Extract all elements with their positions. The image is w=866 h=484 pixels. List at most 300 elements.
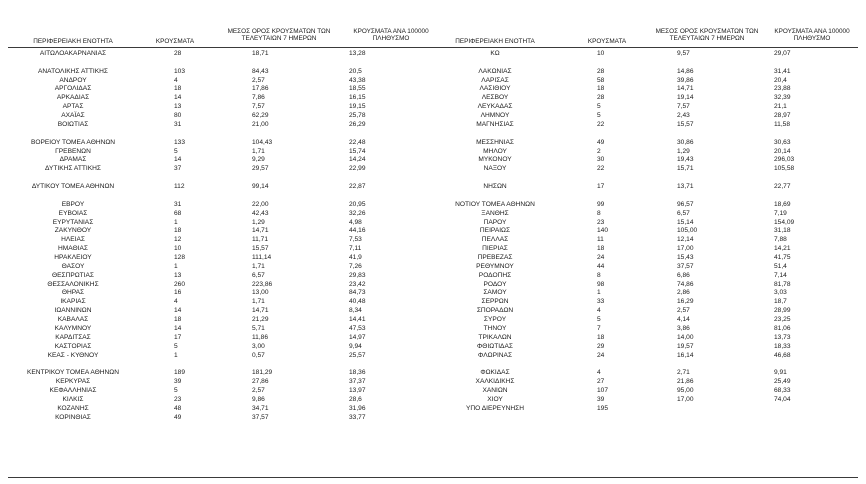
per100k-cell: 31,41 <box>774 67 791 75</box>
cases-cell: 99 <box>597 200 605 208</box>
cases-cell: 18 <box>597 245 605 253</box>
per100k-cell: 41,9 <box>349 254 362 261</box>
avg7-cell: 84,43 <box>252 67 269 75</box>
cases-cell: 5 <box>597 103 601 111</box>
cases-cell: 28 <box>597 94 605 102</box>
region-cell: ΚΙΛΚΙΣ <box>62 395 84 403</box>
per100k-cell: 18,55 <box>349 85 366 93</box>
cases-cell: 14 <box>174 94 182 102</box>
avg7-cell: 21,29 <box>252 316 269 324</box>
avg7-cell: 105,00 <box>677 227 698 235</box>
region-cell: ΦΘΙΩΤΙΔΑΣ <box>477 342 513 350</box>
avg7-cell: 2,57 <box>677 307 690 315</box>
cases-cell: 195 <box>597 404 609 412</box>
per100k-cell: 9,91 <box>774 369 787 377</box>
per100k-cell: 29,83 <box>349 271 366 279</box>
cases-cell: 14 <box>174 307 182 315</box>
cases-cell: 49 <box>597 138 605 146</box>
avg7-cell: 15,71 <box>677 165 694 173</box>
region-cell: ΑΙΤΩΛΟΑΚΑΡΝΑΝΙΑΣ <box>39 50 107 57</box>
cases-cell: 18 <box>597 333 605 341</box>
cases-cell: 10 <box>597 50 605 57</box>
per100k-cell: 13,97 <box>349 387 366 395</box>
avg7-cell: 9,29 <box>252 156 265 164</box>
per100k-cell: 20,5 <box>349 67 362 75</box>
avg7-cell: 21,00 <box>252 120 269 128</box>
region-cell: ΤΗΝΟΥ <box>483 324 507 332</box>
region-cell: ΜΕΣΣΗΝΙΑΣ <box>476 138 514 146</box>
avg7-cell: 18,71 <box>252 50 269 57</box>
avg7-cell: 37,57 <box>252 413 269 421</box>
per100k-cell: 13,73 <box>774 333 791 341</box>
header-per100k-right: ΚΡΟΥΣΜΑΤΑ ΑΝΑ 100000 ΠΛΗΘΥΣΜΟ <box>774 28 850 43</box>
region-cell: ΑΧΑΪΑΣ <box>61 112 85 120</box>
avg7-cell: 223,86 <box>252 280 273 288</box>
cases-cell: 16 <box>174 289 182 297</box>
region-cell: ΙΩΑΝΝΙΝΩΝ <box>54 307 92 315</box>
per100k-cell: 25,49 <box>774 378 791 386</box>
per100k-cell: 28,6 <box>349 395 362 403</box>
cases-cell: 24 <box>597 254 605 261</box>
region-cell: ΧΑΛΚΙΔΙΚΗΣ <box>475 378 515 386</box>
avg7-cell: 34,71 <box>252 404 269 412</box>
avg7-cell: 15,43 <box>677 254 694 261</box>
cases-cell: 5 <box>597 112 601 120</box>
region-cell: ΛΑΚΩΝΙΑΣ <box>478 67 512 75</box>
avg7-cell: 13,71 <box>677 183 694 191</box>
cases-cell: 133 <box>174 138 186 146</box>
region-cell: ΘΑΣΟΥ <box>61 262 85 270</box>
avg7-cell: 6,57 <box>677 209 690 217</box>
region-cell: ΘΕΣΣΑΛΟΝΙΚΗΣ <box>47 280 99 288</box>
cases-cell: 5 <box>174 342 178 350</box>
header-region-right: ΠΕΡΙΦΕΡΕΙΑΚΗ ΕΝΟΤΗΤΑ <box>455 38 535 45</box>
per100k-cell: 7,19 <box>774 209 787 217</box>
avg7-cell: 17,86 <box>252 85 269 93</box>
per100k-cell: 296,03 <box>774 156 795 164</box>
per100k-cell: 46,68 <box>774 351 791 359</box>
per100k-cell: 32,26 <box>349 209 366 217</box>
avg7-cell: 14,86 <box>677 67 694 75</box>
avg7-cell: 74,86 <box>677 280 694 288</box>
region-cell: ΕΥΡΥΤΑΝΙΑΣ <box>52 218 94 226</box>
avg7-cell: 14,71 <box>677 85 694 93</box>
avg7-cell: 6,86 <box>677 271 690 279</box>
cases-cell: 37 <box>174 165 182 173</box>
cases-cell: 1 <box>174 351 178 359</box>
region-cell: ΚΑΣΤΟΡΙΑΣ <box>54 342 92 350</box>
region-cell: ΚΕΝΤΡΙΚΟΥ ΤΟΜΕΑ ΑΘΗΝΩΝ <box>27 369 119 377</box>
per100k-cell: 22,99 <box>349 165 366 173</box>
per100k-cell: 40,48 <box>349 298 366 306</box>
per100k-cell: 31,96 <box>349 404 366 412</box>
region-cell: ΛΑΣΙΘΙΟΥ <box>479 85 511 93</box>
per100k-cell: 8,34 <box>349 307 362 315</box>
per100k-cell: 20,14 <box>774 147 791 155</box>
avg7-cell: 19,14 <box>677 94 694 102</box>
per100k-cell: 37,37 <box>349 378 366 386</box>
avg7-cell: 104,43 <box>252 138 273 146</box>
per100k-cell: 22,87 <box>349 183 366 191</box>
avg7-cell: 15,57 <box>677 120 694 128</box>
per100k-cell: 7,11 <box>349 245 362 253</box>
cases-cell: 13 <box>174 103 182 111</box>
region-cell: ΠΑΡΟΥ <box>483 218 507 226</box>
cases-cell: 68 <box>174 209 182 217</box>
region-cell: ΚΑΡΔΙΤΣΑΣ <box>55 333 91 341</box>
cases-cell: 28 <box>597 67 605 75</box>
cases-cell: 22 <box>597 120 605 128</box>
region-cell: ΕΒΡΟΥ <box>61 200 85 208</box>
per100k-cell: 30,63 <box>774 138 791 146</box>
avg7-cell: 7,86 <box>252 94 265 102</box>
per100k-cell: 25,57 <box>349 351 366 359</box>
region-cell: ΝΟΤΙΟΥ ΤΟΜΕΑ ΑΘΗΝΩΝ <box>455 200 535 208</box>
region-cell: ΑΝΔΡΟΥ <box>59 76 87 84</box>
avg7-cell: 99,14 <box>252 183 269 191</box>
region-cell: ΔΥΤΙΚΟΥ ΤΟΜΕΑ ΑΘΗΝΩΝ <box>31 183 115 191</box>
avg7-cell: 4,14 <box>677 316 690 324</box>
cases-cell: 11 <box>597 236 604 244</box>
per100k-cell: 13,28 <box>349 50 366 57</box>
avg7-cell: 30,86 <box>677 138 694 146</box>
region-cell: ΡΟΔΟΥ <box>483 280 507 288</box>
avg7-cell: 2,43 <box>677 112 690 120</box>
cases-cell: 58 <box>597 76 605 84</box>
cases-cell: 1 <box>174 218 178 226</box>
region-cell: ΣΑΜΟΥ <box>483 289 507 297</box>
per100k-cell: 20,4 <box>774 76 787 84</box>
per100k-cell: 32,39 <box>774 94 791 102</box>
region-cell: ΘΕΣΠΡΩΤΙΑΣ <box>51 271 95 279</box>
per100k-cell: 74,04 <box>774 395 791 403</box>
cases-cell: 4 <box>597 307 601 315</box>
per100k-cell: 51,4 <box>774 262 787 270</box>
per100k-cell: 18,7 <box>774 298 787 306</box>
avg7-cell: 2,71 <box>677 369 690 377</box>
region-cell: ΘΗΡΑΣ <box>61 289 85 297</box>
avg7-cell: 14,00 <box>677 333 694 341</box>
region-cell: ΓΡΕΒΕΝΩΝ <box>55 147 91 155</box>
per100k-cell: 23,88 <box>774 85 791 93</box>
cases-cell: 2 <box>597 147 601 155</box>
header-avg7-left: ΜΕΣΟΣ ΟΡΟΣ ΚΡΟΥΣΜΑΤΩΝ ΤΩΝ ΤΕΛΕΥΤΑΙΩΝ 7 ΗΜΕΡΩΝ <box>227 28 331 43</box>
cases-cell: 24 <box>597 351 605 359</box>
per100k-cell: 7,26 <box>349 262 362 270</box>
cases-cell: 4 <box>174 76 178 84</box>
avg7-cell: 21,86 <box>677 378 694 386</box>
region-cell: ΥΠΟ ΔΙΕΡΕΥΝΗΣΗ <box>466 404 524 412</box>
cases-cell: 33 <box>597 298 605 306</box>
region-cell: ΔΡΑΜΑΣ <box>59 156 87 164</box>
region-cell: ΚΕΡΚΥΡΑΣ <box>55 378 91 386</box>
per100k-cell: 21,1 <box>774 103 787 111</box>
cases-cell: 189 <box>174 369 186 377</box>
per100k-cell: 15,74 <box>349 147 366 155</box>
avg7-cell: 22,00 <box>252 200 269 208</box>
per100k-cell: 29,07 <box>774 50 791 57</box>
region-cell: ΛΕΣΒΟΥ <box>481 94 509 102</box>
per100k-cell: 28,99 <box>774 307 791 315</box>
region-cell: ΜΥΚΟΝΟΥ <box>478 156 512 164</box>
avg7-cell: 17,00 <box>677 245 694 253</box>
per100k-cell: 154,09 <box>774 218 795 226</box>
cases-cell: 18 <box>174 316 182 324</box>
avg7-cell: 1,29 <box>252 218 265 226</box>
avg7-cell: 11,71 <box>252 236 269 244</box>
avg7-cell: 1,71 <box>252 147 265 155</box>
avg7-cell: 0,57 <box>252 351 265 359</box>
cases-cell: 140 <box>597 227 609 235</box>
cases-cell: 39 <box>597 395 605 403</box>
cases-cell: 23 <box>174 395 182 403</box>
header-cases-right: ΚΡΟΥΣΜΑΤΑ <box>587 38 627 45</box>
region-cell: ΚΑΛΥΜΝΟΥ <box>54 324 92 332</box>
cases-cell: 18 <box>174 85 182 93</box>
region-cell: ΞΑΝΘΗΣ <box>481 209 509 217</box>
per100k-cell: 18,69 <box>774 200 791 208</box>
cases-cell: 18 <box>174 227 182 235</box>
region-cell: ΦΩΚΙΔΑΣ <box>480 369 510 377</box>
region-cell: ΝΗΣΩΝ <box>483 183 507 191</box>
cases-cell: 13 <box>174 271 182 279</box>
cases-cell: 5 <box>597 316 601 324</box>
per100k-cell: 84,73 <box>349 289 366 297</box>
avg7-cell: 96,57 <box>677 200 694 208</box>
per100k-cell: 11,58 <box>774 120 791 128</box>
per100k-cell: 44,16 <box>349 227 366 235</box>
cases-cell: 18 <box>597 85 605 93</box>
avg7-cell: 19,57 <box>677 342 694 350</box>
region-cell: ΚΟΡΙΝΘΙΑΣ <box>55 413 91 421</box>
region-cell: ΠΕΙΡΑΙΩΣ <box>479 227 511 235</box>
cases-cell: 107 <box>597 387 609 395</box>
per100k-cell: 14,21 <box>774 245 791 253</box>
cases-cell: 39 <box>174 378 182 386</box>
region-cell: ΡΟΔΟΠΗΣ <box>478 271 512 279</box>
cases-cell: 8 <box>597 209 601 217</box>
region-cell: ΑΡΚΑΔΙΑΣ <box>56 94 90 102</box>
avg7-cell: 12,14 <box>677 236 694 244</box>
region-cell: ΧΑΝΙΩΝ <box>482 387 508 395</box>
cases-cell: 31 <box>174 200 182 208</box>
per100k-cell: 18,33 <box>774 342 791 350</box>
region-cell: ΗΜΑΘΙΑΣ <box>58 245 88 253</box>
cases-cell: 260 <box>174 280 186 288</box>
per100k-cell: 68,33 <box>774 387 791 395</box>
per100k-cell: 47,53 <box>349 324 366 332</box>
avg7-cell: 29,57 <box>252 165 269 173</box>
avg7-cell: 2,57 <box>252 76 265 84</box>
avg7-cell: 6,57 <box>252 271 265 279</box>
cases-cell: 44 <box>597 262 605 270</box>
region-cell: ΛΗΜΝΟΥ <box>480 112 510 120</box>
avg7-cell: 39,86 <box>677 76 694 84</box>
cases-cell: 128 <box>174 254 186 261</box>
avg7-cell: 181,29 <box>252 369 273 377</box>
cases-cell: 28 <box>174 50 182 57</box>
avg7-cell: 19,43 <box>677 156 694 164</box>
per100k-cell: 14,97 <box>349 333 366 341</box>
avg7-cell: 3,86 <box>677 324 690 332</box>
region-cell: ΜΗΛΟΥ <box>483 147 507 155</box>
avg7-cell: 111,14 <box>252 254 272 261</box>
cases-cell: 103 <box>174 67 186 75</box>
avg7-cell: 7,57 <box>677 103 690 111</box>
cases-cell: 4 <box>174 298 178 306</box>
cases-cell: 80 <box>174 112 182 120</box>
region-cell: ΝΑΞΟΥ <box>483 165 507 173</box>
region-cell: ΛΕΥΚΑΔΑΣ <box>477 103 513 111</box>
avg7-cell: 1,29 <box>677 147 690 155</box>
cases-cell: 5 <box>174 387 178 395</box>
avg7-cell: 14,71 <box>252 307 269 315</box>
region-cell: ΚΕΑΣ - ΚΥΘΝΟΥ <box>47 351 99 359</box>
cases-cell: 27 <box>597 378 605 386</box>
per100k-cell: 4,98 <box>349 218 362 226</box>
region-cell: ΤΡΙΚΑΛΩΝ <box>478 333 512 341</box>
header-avg7-right: ΜΕΣΟΣ ΟΡΟΣ ΚΡΟΥΣΜΑΤΩΝ ΤΩΝ ΤΕΛΕΥΤΑΙΩΝ 7 ΗΜΕΡΩΝ <box>655 28 759 43</box>
region-cell: ΚΩ <box>490 50 500 57</box>
region-cell: ΦΛΩΡΙΝΑΣ <box>477 351 513 359</box>
avg7-cell: 11,86 <box>252 333 269 341</box>
cases-cell: 8 <box>597 271 601 279</box>
avg7-cell: 1,71 <box>252 262 265 270</box>
cases-cell: 112 <box>174 183 185 191</box>
avg7-cell: 7,57 <box>252 103 265 111</box>
cases-cell: 1 <box>174 262 178 270</box>
per100k-cell: 25,78 <box>349 112 366 120</box>
avg7-cell: 42,43 <box>252 209 269 217</box>
region-cell: ΠΕΛΛΑΣ <box>481 236 509 244</box>
cases-cell: 12 <box>174 236 182 244</box>
per100k-cell: 22,48 <box>349 138 366 146</box>
region-cell: ΠΙΕΡΙΑΣ <box>482 245 508 253</box>
per100k-cell: 105,58 <box>774 165 795 173</box>
avg7-cell: 15,57 <box>252 245 269 253</box>
cases-cell: 14 <box>174 156 182 164</box>
cases-cell: 31 <box>174 120 182 128</box>
per100k-cell: 31,18 <box>774 227 791 235</box>
cases-cell: 22 <box>597 165 605 173</box>
per100k-cell: 26,29 <box>349 120 366 128</box>
region-cell: ΚΟΖΑΝΗΣ <box>57 404 89 412</box>
per100k-cell: 81,78 <box>774 280 791 288</box>
avg7-cell: 9,86 <box>252 395 265 403</box>
region-cell: ΖΑΚΥΝΘΟΥ <box>54 227 92 235</box>
per100k-cell: 9,94 <box>349 342 362 350</box>
avg7-cell: 62,29 <box>252 112 269 120</box>
cases-cell: 1 <box>597 289 601 297</box>
region-cell: ΗΛΕΙΑΣ <box>61 236 85 244</box>
cases-cell: 29 <box>597 342 605 350</box>
avg7-cell: 16,29 <box>677 298 694 306</box>
per100k-cell: 19,15 <box>349 103 366 111</box>
region-cell: ΣΥΡΟΥ <box>483 316 507 324</box>
cases-cell: 7 <box>597 324 601 332</box>
header-cases-left: ΚΡΟΥΣΜΑΤΑ <box>155 38 195 45</box>
avg7-cell: 3,00 <box>252 342 265 350</box>
avg7-cell: 17,00 <box>677 395 694 403</box>
region-cell: ΣΕΡΡΩΝ <box>481 298 509 306</box>
per100k-cell: 28,97 <box>774 112 791 120</box>
region-cell: ΚΕΦΑΛΛΗΝΙΑΣ <box>49 387 97 395</box>
region-cell: ΒΟΙΩΤΙΑΣ <box>57 120 89 128</box>
avg7-cell: 2,86 <box>677 289 690 297</box>
cases-cell: 17 <box>597 183 605 191</box>
per100k-cell: 3,03 <box>774 289 787 297</box>
cases-cell: 48 <box>174 404 182 412</box>
avg7-cell: 2,57 <box>252 387 265 395</box>
region-cell: ΕΥΒΟΙΑΣ <box>58 209 88 217</box>
per100k-cell: 33,77 <box>349 413 366 421</box>
per100k-cell: 7,88 <box>774 236 787 244</box>
avg7-cell: 13,00 <box>252 289 269 297</box>
per100k-cell: 41,75 <box>774 254 791 261</box>
avg7-cell: 9,57 <box>677 50 690 57</box>
region-cell: ΣΠΟΡΑΔΩΝ <box>476 307 514 315</box>
avg7-cell: 95,00 <box>677 387 694 395</box>
cases-cell: 49 <box>174 413 182 421</box>
header-per100k-left: ΚΡΟΥΣΜΑΤΑ ΑΝΑ 100000 ΠΛΗΘΥΣΜΟ <box>353 28 429 43</box>
region-cell: ΔΥΤΙΚΗΣ ΑΤΤΙΚΗΣ <box>45 165 101 173</box>
per100k-cell: 23,25 <box>774 316 791 324</box>
cases-cell: 23 <box>597 218 605 226</box>
region-cell: ΑΡΓΟΛΙΔΑΣ <box>54 85 92 93</box>
region-cell: ΚΑΒΑΛΑΣ <box>57 316 89 324</box>
per100k-cell: 14,41 <box>349 316 366 324</box>
per100k-cell: 22,77 <box>774 183 791 191</box>
per100k-cell: 14,24 <box>349 156 366 164</box>
avg7-cell: 16,14 <box>677 351 694 359</box>
region-cell: ΗΡΑΚΛΕΙΟΥ <box>54 254 92 261</box>
region-cell: ΙΚΑΡΙΑΣ <box>60 298 86 306</box>
cases-cell: 98 <box>597 280 605 288</box>
cases-cell: 14 <box>174 324 182 332</box>
avg7-cell: 15,14 <box>677 218 694 226</box>
header-rule <box>8 47 858 48</box>
region-cell: ΒΟΡΕΙΟΥ ΤΟΜΕΑ ΑΘΗΝΩΝ <box>30 138 116 146</box>
per100k-cell: 43,38 <box>349 76 366 84</box>
per100k-cell: 20,95 <box>349 200 366 208</box>
avg7-cell: 1,71 <box>252 298 265 306</box>
per100k-cell: 23,42 <box>349 280 366 288</box>
header-region-left: ΠΕΡΙΦΕΡΕΙΑΚΗ ΕΝΟΤΗΤΑ <box>33 38 113 45</box>
region-cell: ΜΑΓΝΗΣΙΑΣ <box>476 120 514 128</box>
avg7-cell: 27,86 <box>252 378 269 386</box>
cases-cell: 17 <box>174 333 182 341</box>
per100k-cell: 16,15 <box>349 94 366 102</box>
region-cell: ΧΙΟΥ <box>487 395 503 403</box>
region-cell: ΠΡΕΒΕΖΑΣ <box>477 254 513 261</box>
avg7-cell: 14,71 <box>252 227 269 235</box>
bottom-rule <box>8 477 858 478</box>
cases-cell: 5 <box>174 147 178 155</box>
cases-cell: 4 <box>597 369 601 377</box>
region-cell: ΑΡΤΑΣ <box>62 103 84 111</box>
region-cell: ΡΕΘΥΜΝΟΥ <box>476 262 514 270</box>
avg7-cell: 37,57 <box>677 262 694 270</box>
region-cell: ΑΝΑΤΟΛΙΚΗΣ ΑΤΤΙΚΗΣ <box>38 67 108 75</box>
per100k-cell: 7,53 <box>349 236 362 244</box>
region-cell: ΛΑΡΙΣΑΣ <box>481 76 509 84</box>
cases-cell: 30 <box>597 156 605 164</box>
per100k-cell: 81,06 <box>774 324 791 332</box>
per100k-cell: 7,14 <box>774 271 787 279</box>
per100k-cell: 18,36 <box>349 369 366 377</box>
avg7-cell: 5,71 <box>252 324 265 332</box>
cases-cell: 10 <box>174 245 182 253</box>
